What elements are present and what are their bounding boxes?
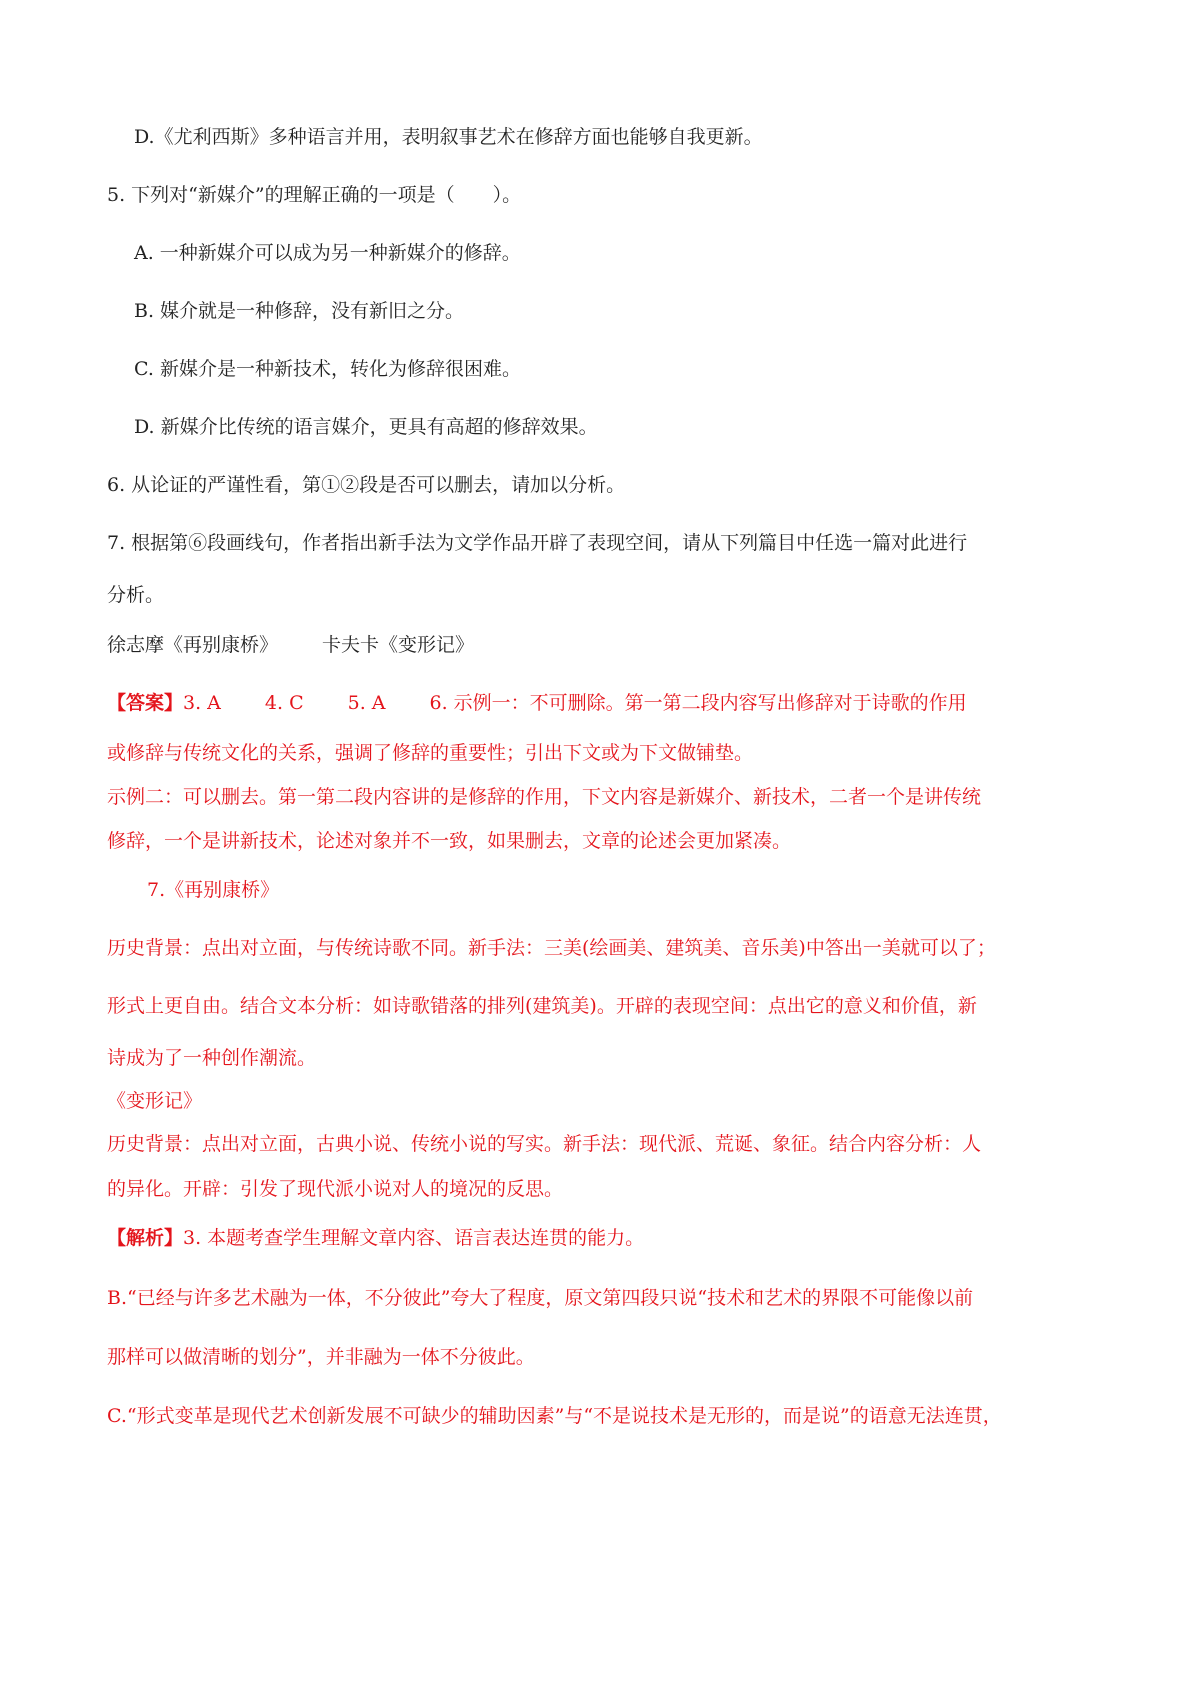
q7-works <box>107 632 474 658</box>
answer-5: 5. A <box>347 692 386 714</box>
answer-7-line3: 诗成为了一种创作潮流。 <box>107 1047 317 1069</box>
analysis-3-intro: 3. 本题考查学生理解文章内容、语言表达连贯的能力。 <box>183 1227 645 1249</box>
q7-stem-line2: 分析。 <box>107 584 165 606</box>
q7-work-2: 卡夫卡《变形记》 <box>322 634 475 656</box>
answer-3: 3. A <box>183 692 221 714</box>
answer-7-line4: 历史背景：点出对立面，古典小说、传统小说的写实。新手法：现代派、荒诞、象征。结合内容分析：人 <box>107 1133 982 1155</box>
q5-option-b: B. 媒介就是一种修辞，没有新旧之分。 <box>134 300 465 322</box>
answer-6-line2: 或修辞与传统文化的关系，强调了修辞的重要性；引出下文或为下文做铺垫。 <box>107 742 754 764</box>
q5-option-a: A. 一种新媒介可以成为另一种新媒介的修辞。 <box>134 242 521 264</box>
answer-7-title: 7.《再别康桥》 <box>147 879 280 901</box>
analysis-line-4: C.“形式变革是现代艺术创新发展不可缺少的辅助因素”与“不是说技术是无形的，而是说”的语意无法连贯， <box>107 1405 1002 1427</box>
analysis-label: 【解析】 <box>107 1227 184 1249</box>
q5-option-c: C. 新媒介是一种新技术，转化为修辞很困难。 <box>134 358 521 380</box>
q5-stem: 5. 下列对“新媒介”的理解正确的一项是（ ）。 <box>107 184 522 206</box>
answer-7-line2: 形式上更自由。结合文本分析：如诗歌错落的排列(建筑美)。开辟的表现空间：点出它的意义和价值，新 <box>107 995 977 1017</box>
answer-4: 4. C <box>264 692 304 714</box>
answer-6-line4: 修辞，一个是讲新技术，论述对象并不一致，如果删去，文章的论述会更加紧凑。 <box>107 830 792 852</box>
answer-6-line1: 6. 示例一：不可删除。第一第二段内容写出修辞对于诗歌的作用 <box>429 692 967 714</box>
answer-7-title2: 《变形记》 <box>107 1090 203 1112</box>
analysis-line-1 <box>107 1225 644 1251</box>
q5-option-d: D. 新媒介比传统的语言媒介，更具有高超的修辞效果。 <box>134 416 598 438</box>
q4-option-d: D.《尤利西斯》多种语言并用，表明叙事艺术在修辞方面也能够自我更新。 <box>134 126 763 148</box>
q7-work-1: 徐志摩《再别康桥》 <box>107 634 279 656</box>
analysis-line-2: B.“已经与许多艺术融为一体，不分彼此”夸大了程度，原文第四段只说“技术和艺术的界限不可能像以前 <box>107 1287 974 1309</box>
answer-6-line3: 示例二：可以删去。第一第二段内容讲的是修辞的作用，下文内容是新媒介、新技术，二者一个是讲传统 <box>107 786 982 808</box>
answer-7-line1: 历史背景：点出对立面，与传统诗歌不同。新手法：三美(绘画美、建筑美、音乐美)中答出一美就可以了； <box>107 937 996 959</box>
q6-stem: 6. 从论证的严谨性看，第①②段是否可以删去，请加以分析。 <box>107 474 626 496</box>
analysis-line-3: 那样可以做清晰的划分”，并非融为一体不分彼此。 <box>107 1346 535 1368</box>
answer-line-1 <box>107 690 967 716</box>
q7-stem-line1: 7. 根据第⑥段画线句，作者指出新手法为文学作品开辟了表现空间，请从下列篇目中任选一篇对此进行 <box>107 532 968 554</box>
answer-label: 【答案】 <box>107 692 184 714</box>
answer-7-line5: 的异化。开辟：引发了现代派小说对人的境况的反思。 <box>107 1178 564 1200</box>
